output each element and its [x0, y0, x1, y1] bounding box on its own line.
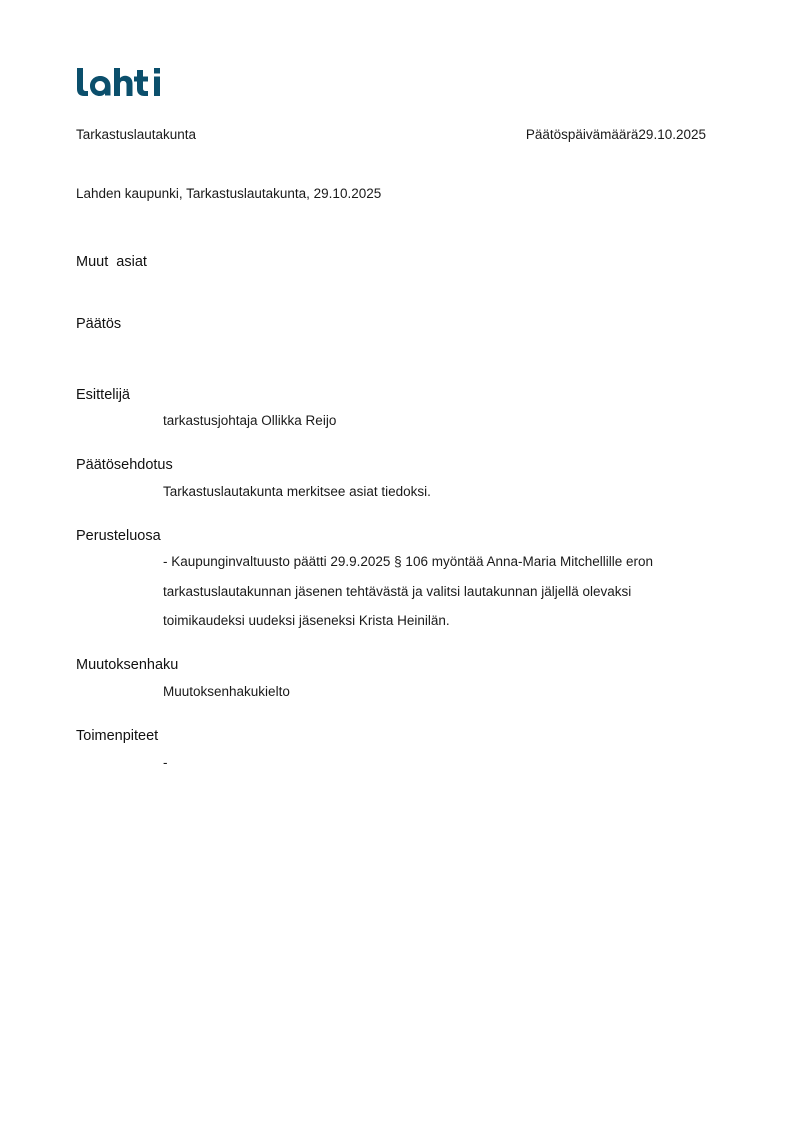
category-heading: Muut asiat [76, 254, 147, 270]
proposal-heading: Päätösehdotus [76, 457, 173, 473]
decision-date [526, 127, 706, 142]
appeal-value: Muutoksenhakukielto [163, 684, 290, 699]
decision-date-value: 29.10.2025 [638, 127, 706, 142]
presenter-heading: Esittelijä [76, 387, 130, 403]
presenter-value: tarkastusjohtaja Ollikka Reijo [163, 413, 337, 428]
actions-value: - [163, 755, 168, 770]
organization-name: Tarkastuslautakunta [76, 127, 197, 142]
lahti-logo [75, 64, 167, 98]
decision-date-label: Päätöspäivämäärä [525, 127, 639, 142]
rationale-heading: Perusteluosa [76, 528, 161, 544]
decision-heading: Päätös [76, 316, 122, 332]
meeting-meta-line: Lahden kaupunki, Tarkastuslautakunta, 29.10.2025 [76, 186, 382, 201]
actions-heading: Toimenpiteet [76, 728, 159, 744]
rationale-line: tarkastuslautakunnan jäsenen tehtävästä ja valitsi lautakunnan jäljellä olevaksi [163, 584, 632, 599]
rationale-line: - Kaupunginvaltuusto päätti 29.9.2025 § 106 myöntää Anna-Maria Mitchellille eron [163, 554, 654, 569]
rationale-line: toimikaudeksi uudeksi jäseneksi Krista Heinilän. [163, 613, 450, 628]
proposal-value: Tarkastuslautakunta merkitsee asiat tiedoksi. [163, 484, 431, 499]
appeal-heading: Muutoksenhaku [76, 657, 179, 673]
